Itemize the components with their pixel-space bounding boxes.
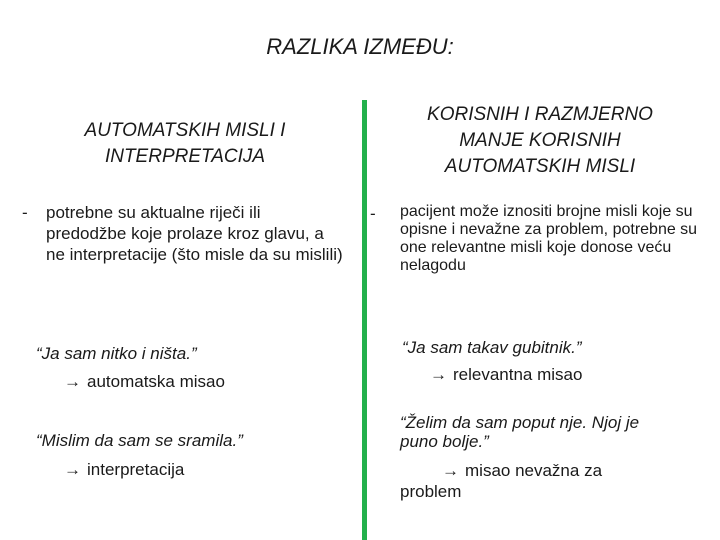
right-example-2-quote-line-2: puno bolje.” <box>400 432 489 451</box>
right-example-1-quote: “Ja sam takav gubitnik.” <box>402 338 582 357</box>
right-example-2-quote-line-1: “Želim da sam poput nje. Njoj je <box>400 413 640 432</box>
right-example-2-result <box>442 460 602 482</box>
right-example-1-result <box>430 364 582 386</box>
left-example-2-result-text: interpretacija <box>87 460 185 479</box>
arrow-icon: → <box>442 461 459 480</box>
right-bullet-text: pacijent može iznositi brojne misli koje su opisne i nevažne za problem, potrebne su one relevantne misli koje donose veću nelagodu <box>400 203 698 274</box>
left-example-1-result <box>64 371 225 393</box>
bullet-dash: - <box>22 203 28 222</box>
right-example-1-result-text: relevantna misao <box>453 365 583 384</box>
column-divider <box>362 100 367 540</box>
arrow-icon: → <box>430 365 447 384</box>
page-title: RAZLIKA IZMEĐU: <box>266 34 454 59</box>
bullet-dash: - <box>370 204 376 223</box>
left-example-1-result-text: automatska misao <box>87 372 225 391</box>
left-example-2-result <box>64 459 184 481</box>
left-heading-line-1: AUTOMATSKIH MISLI I <box>84 120 286 141</box>
left-example-1-quote: “Ja sam nitko i ništa.” <box>36 344 197 363</box>
right-column-heading <box>380 102 700 180</box>
left-column-heading <box>20 118 350 170</box>
right-bullet-item <box>370 203 710 313</box>
right-example-2-quote <box>400 413 639 451</box>
arrow-icon: → <box>64 372 81 391</box>
left-bullet-item <box>22 202 342 292</box>
left-heading-line-2: INTERPRETACIJA <box>104 146 266 167</box>
left-example-2-quote: “Mislim da sam se sramila.” <box>36 431 243 450</box>
right-example-2-result-line-2: problem <box>400 482 462 501</box>
right-heading-line-3: AUTOMATSKIH MISLI <box>444 156 636 177</box>
left-bullet-text: potrebne su aktualne riječi ili predodžbe koje prolaze kroz glavu, a ne interpretacije (što misle da su mislili) <box>46 203 343 264</box>
right-example-2-result-text-line-1: misao nevažna za <box>465 461 603 480</box>
right-heading-line-2: MANJE KORISNIH <box>459 130 621 151</box>
right-heading-line-1: KORISNIH I RAZMJERNO <box>427 104 653 125</box>
arrow-icon: → <box>64 460 81 479</box>
